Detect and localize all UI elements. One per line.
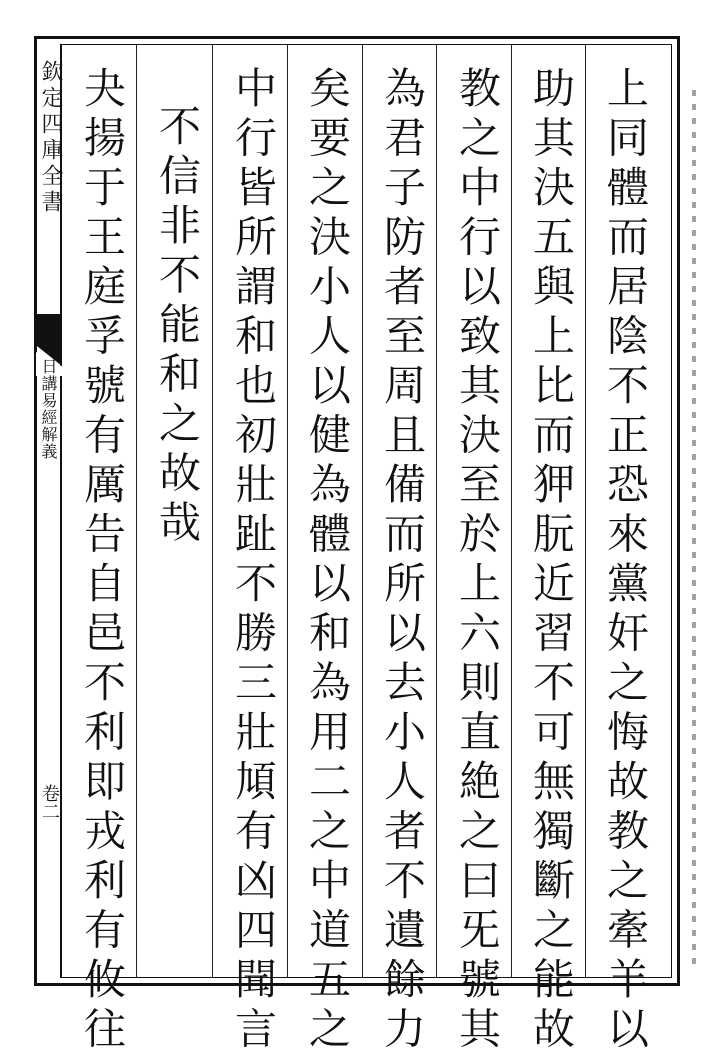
column-rule — [362, 44, 363, 978]
column-rule — [436, 44, 437, 978]
column-rule — [511, 44, 512, 978]
column-rule — [136, 44, 137, 978]
column-rule — [585, 44, 586, 978]
text-column-3: 教之中行以致其決至於上六則直絶之曰旡號其 — [453, 66, 502, 1056]
text-column-1: 上同體而居陰不正恐來黨奸之悔故教之牽羊以 — [601, 66, 650, 1056]
page-border-inner — [60, 44, 672, 978]
text-column-7: 不信非不能和之故哉 — [153, 104, 202, 550]
page-number: 卷二 — [39, 784, 60, 820]
column-rule — [287, 44, 288, 978]
section-title: 日講易經解義 — [39, 358, 58, 460]
text-column-4: 為君子防者至周且備而所以去小人者不遺餘力 — [378, 66, 427, 1056]
page-edge-shadow — [692, 90, 696, 970]
column-rule — [212, 44, 213, 978]
text-column-8: 夬揚于王庭孚號有厲告自邑不利即戎利有攸往 — [78, 66, 127, 1056]
margin-strip — [36, 40, 62, 980]
text-column-2: 助其決五與上比而狎朊近習不可無獨斷之能故 — [527, 66, 576, 1056]
text-column-5: 矣要之決小人以健為體以和為用二之中道五之 — [303, 66, 352, 1056]
book-title: 欽定四庫全書 — [38, 60, 63, 216]
text-column-6: 中行皆所謂和也初壯趾不勝三壯頄有凶四聞言 — [229, 66, 278, 1056]
